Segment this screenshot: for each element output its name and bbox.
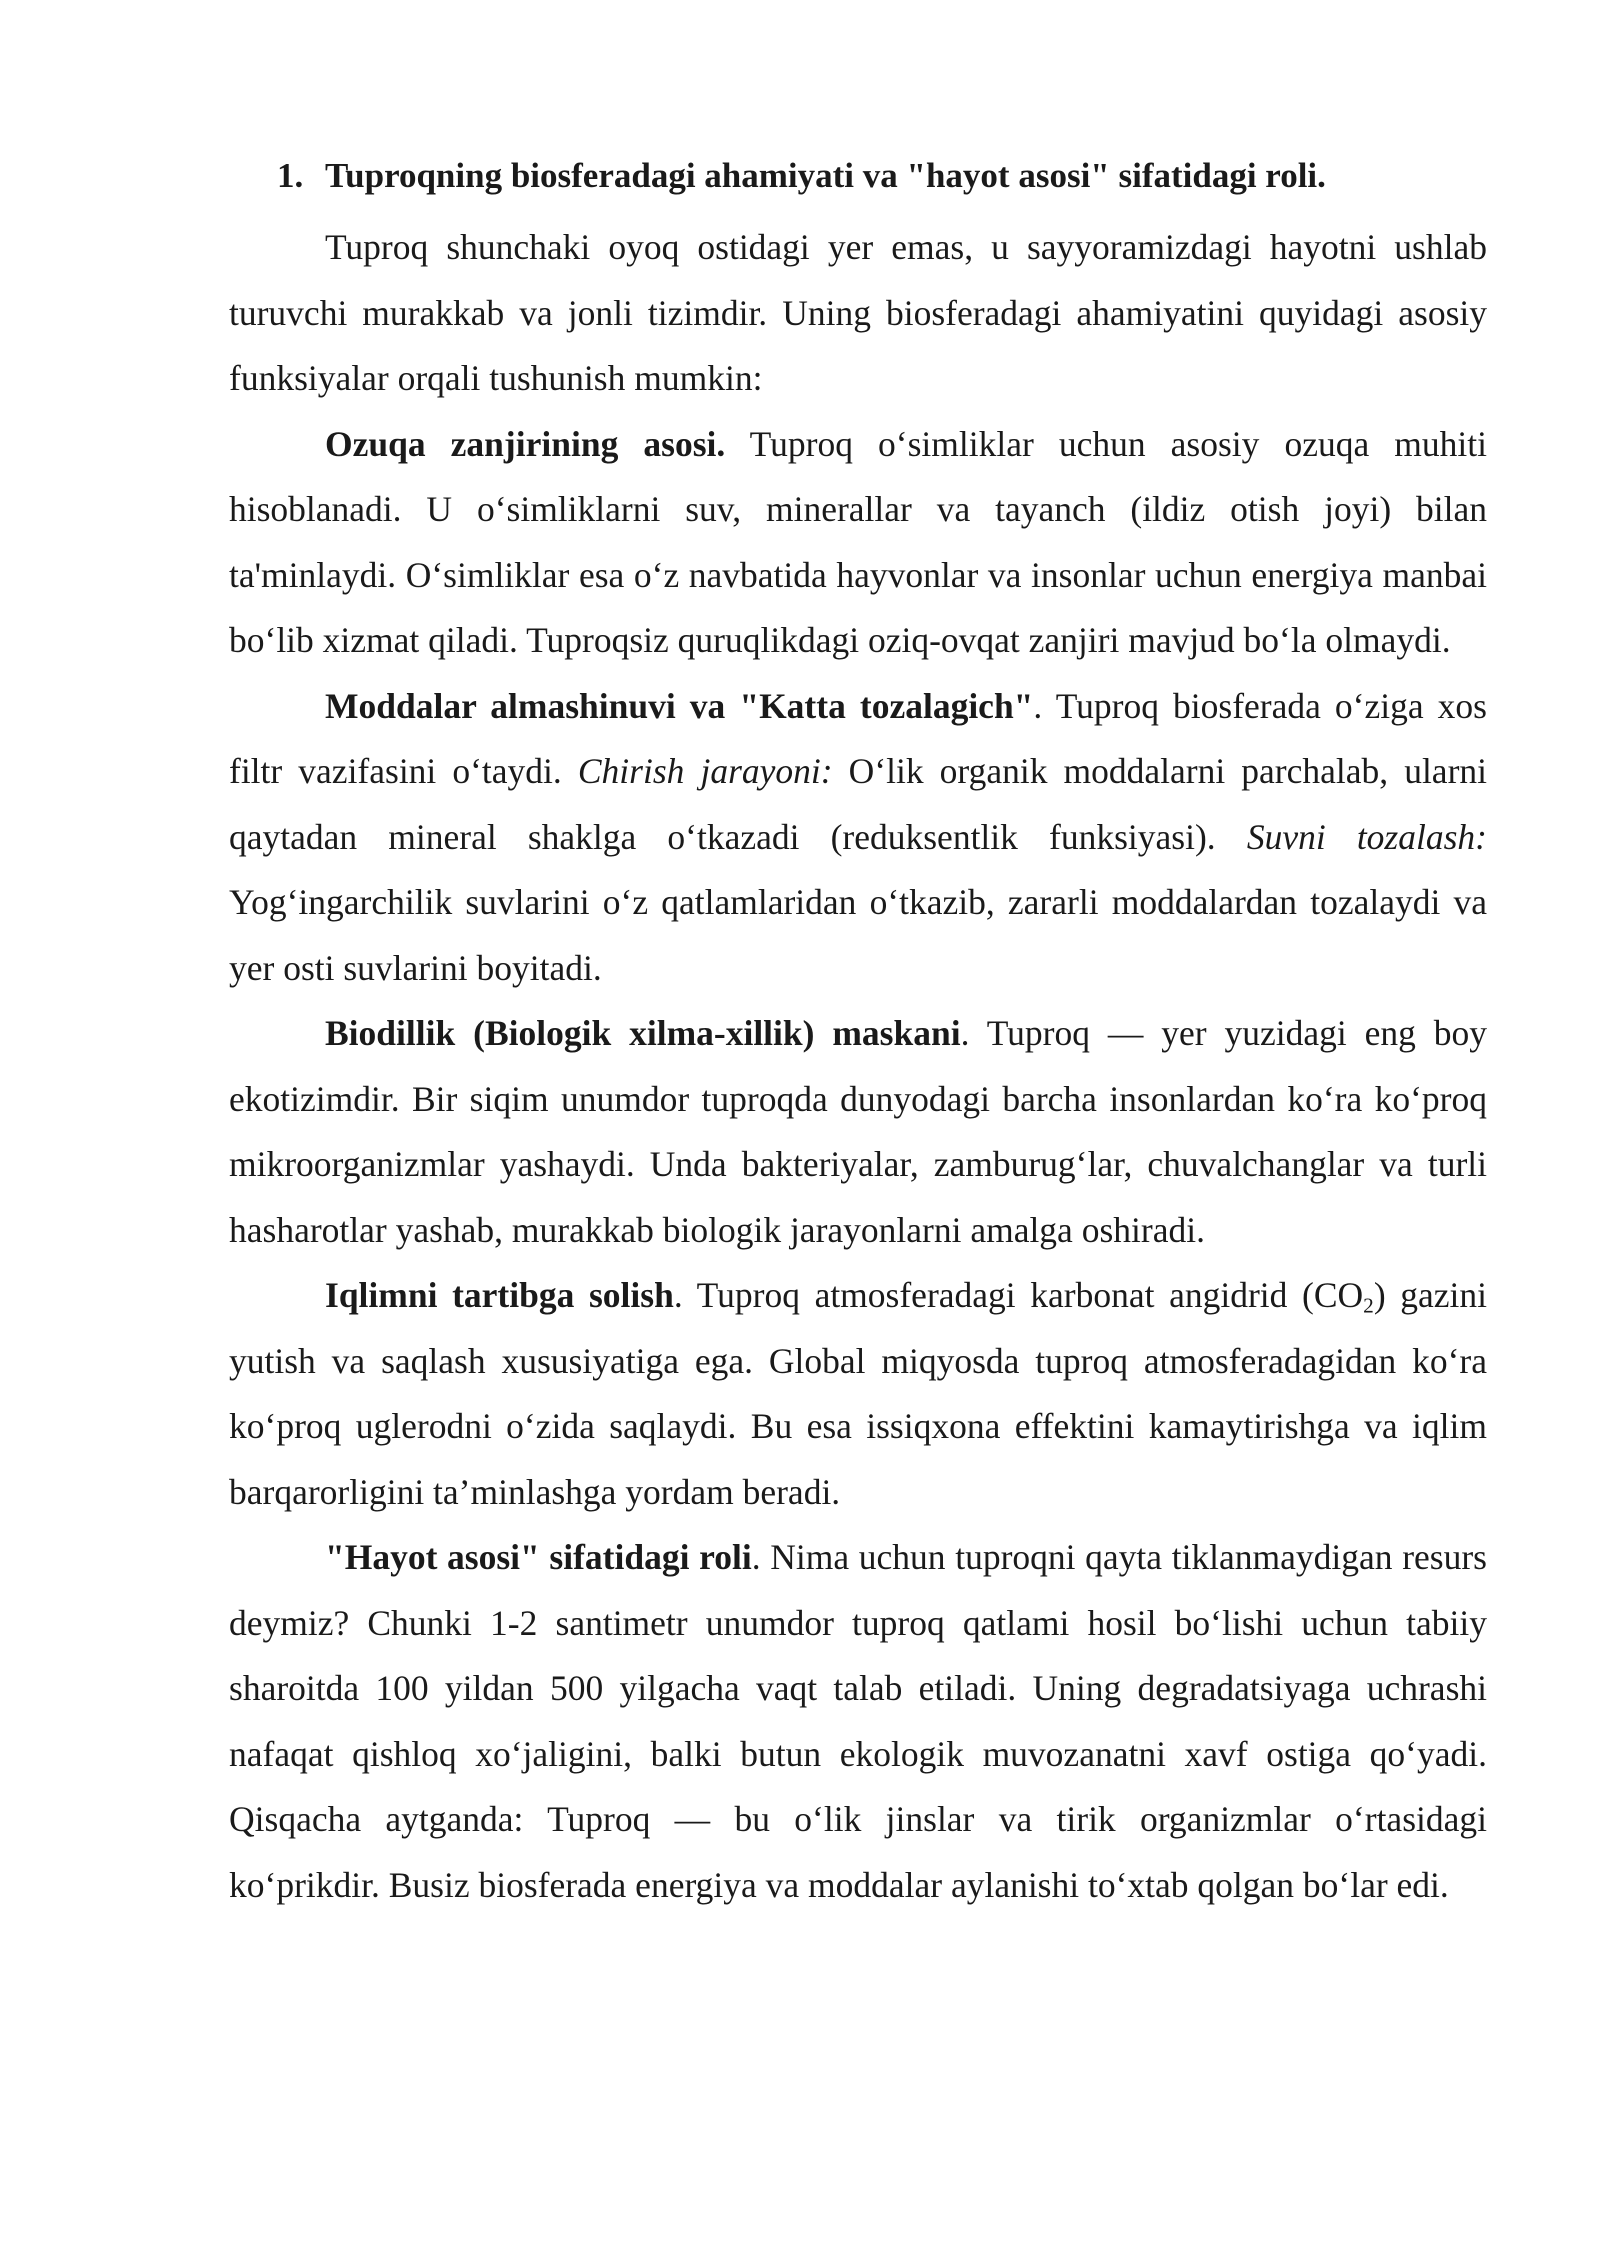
metabolism-text-1: . Tuproq biosferada o‘ziga xos filtr vazifasini o‘taydi.: [229, 685, 1487, 791]
heading-title: Tuproqning biosferadagi ahamiyati va "hayot asosi" sifatidagi roli.: [325, 156, 1326, 195]
life-basis-title: "Hayot asosi" sifatidagi roli: [325, 1537, 752, 1577]
climate-paragraph: [229, 1263, 1487, 1525]
biodiversity-paragraph: [229, 1001, 1487, 1263]
climate-title: Iqlimni tartibga solish: [325, 1275, 674, 1315]
document-page: [229, 150, 1487, 1918]
section-heading: [277, 150, 1487, 202]
life-basis-text: . Nima uchun tuproqni qayta tiklanmaydigan resurs deymiz? Chunki 1-2 santimetr unumdor tuproq qatlami hosil bo‘lishi uchun tabiiy sharoitda 100 yildan 500 yilgacha vaqt talab etiladi. Uning degradatsiyaga uchrashi nafaqat qishloq xo‘jaligini, balki butun ekologik muvozanatni xavf ostiga qo‘yadi. Qisqacha aytganda: Tuproq — bu o‘lik jinslar va tirik organizmlar o‘rtasidagi ko‘prikdir. Busiz biosferada energiya va moddalar aylanishi to‘xtab qolgan bo‘lar edi.: [229, 1537, 1487, 1905]
heading-number: 1.: [277, 156, 304, 195]
co2-subscript: 2: [1363, 1293, 1374, 1318]
biodiversity-text: . Tuproq — yer yuzidagi eng boy ekotizimdir. Bir siqim unumdor tuproqda dunyodagi barcha insonlardan ko‘ra ko‘proq mikroorganizmlar yashaydi. Unda bakteriyalar, zamburug‘lar, chuvalchanglar va turli hasharotlar yashab, murakkab biologik jarayonlarni amalga oshiradi.: [229, 1013, 1487, 1250]
food-chain-title: Ozuqa zanjirining asosi.: [325, 423, 726, 464]
metabolism-text-2: O‘lik organik moddalarni parchalab, ularni qaytadan mineral shaklga o‘tkazadi (reduksentlik funksiyasi).: [229, 751, 1487, 857]
climate-text-1: . Tuproq atmosferadagi karbonat angidrid (CO: [673, 1275, 1364, 1315]
metabolism-water-label: Suvni tozalash:: [1246, 816, 1487, 857]
biodiversity-title: Biodillik (Biologik xilma-xillik) maskani: [325, 1013, 961, 1053]
food-chain-paragraph: [229, 412, 1487, 674]
metabolism-text-3: Yog‘ingarchilik suvlarini o‘z qatlamlaridan o‘tkazib, zararli moddalardan tozalaydi va yer osti suvlarini boyitadi.: [229, 882, 1487, 988]
climate-text-2: ) gazini yutish va saqlash xususiyatiga ega. Global miqyosda tuproq atmosferadagidan ko‘ra ko‘proq uglerodni o‘zida saqlaydi. Bu esa issiqxona effektini kamaytirishga va iqlim barqarorligini ta’minlashga yordam beradi.: [229, 1275, 1487, 1512]
metabolism-title: Moddalar almashinuvi va "Katta tozalagich": [325, 685, 1034, 726]
metabolism-decay-label: Chirish jarayoni:: [577, 751, 833, 791]
food-chain-text: Tuproq o‘simliklar uchun asosiy ozuqa muhiti hisoblanadi. U o‘simliklarni suv, minerallar va tayanch (ildiz otish joyi) bilan ta'minlaydi. O‘simliklar esa o‘z navbatida hayvonlar va insonlar uchun energiya manbai bo‘lib xizmat qiladi. Tuproqsiz quruqlikdagi oziq-ovqat zanjiri mavjud bo‘la olmaydi.: [229, 423, 1487, 660]
metabolism-paragraph: [229, 674, 1487, 1002]
intro-paragraph: Tuproq shunchaki oyoq ostidagi yer emas, u sayyoramizdagi hayotni ushlab turuvchi murakkab va jonli tizimdir. Uning biosferadagi ahamiyatini quyidagi asosiy funksiyalar orqali tushunish mumkin:: [229, 227, 1487, 398]
life-basis-paragraph: [229, 1525, 1487, 1918]
